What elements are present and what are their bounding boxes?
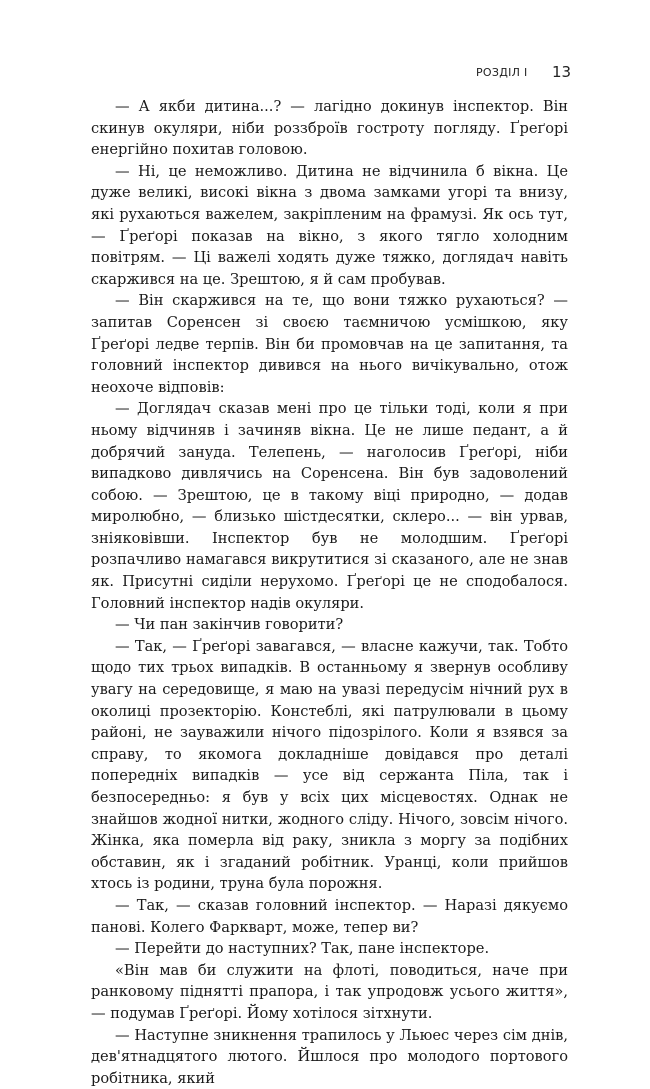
body-text	[91, 96, 568, 1089]
paragraph: — А якби дитина...? — лагідно докинув інспектор. Він скинув окуляри, ніби роззброїв гостроту погляду. Ґреґорі енергійно похитав головою.	[91, 98, 568, 159]
paragraph: — Він скаржився на те, що вони тяжко рухаються? — запитав Соренсен зі своєю таємничою усмішкою, яку Ґреґорі ледве терпів. Він би промовчав на це запитання, та головний інспектор дивився на нього вичікувально, отож неохоче відповів:	[91, 292, 568, 396]
running-head: РОЗДІЛ І	[476, 66, 528, 79]
paragraph: — Ні, це неможливо. Дитина не відчинила б вікна. Це дуже великі, високі вікна з двома замками угорі та внизу, які рухаються важелем, закріпленим на фрамузі. Як ось тут, — Ґреґорі показав на вікно, з якого тягло холодним повітрям. — Ці важелі ходять дуже тяжко, доглядач навіть скаржився на це. Зрештою, я й сам пробував.	[91, 162, 568, 288]
paragraph: — Так, — Ґреґорі завагався, — власне кажучи, так. Тобто щодо тих трьох випадків. В останньому я звернув особливу увагу на середовище, я маю на увазі передусім нічний рух в околиці прозекторію. Констеблі, які патрулювали в цьому районі, не зауважили нічого підозрілого. Коли я взявся за справу, то якомога докладніше довідався про деталі попередніх випадків — усе від сержанта Піла, так і безпосередньо: я був у всіх цих місцевостях. Однак не знайшов жодної нитки, жодного сліду. Нічого, зовсім нічого. Жінка, яка померла від раку, зникла з моргу за подібних обставин, як і згаданий робітник. Уранці, коли прийшов хтось із родини, труна була порожня.	[91, 637, 568, 893]
paragraph: «Він мав би служити на флоті, поводиться, наче при ранковому піднятті прапора, і так упродовж усього життя», — подумав Ґреґорі. Йому хотілося зітхнути.	[91, 961, 568, 1022]
paragraph: — Наступне зникнення трапилось у Льюес через сім днів, дев'ятнадцятого лютого. Йшлося про молодого портового робітника, який	[91, 1026, 568, 1087]
paragraph: — Доглядач сказав мені про це тільки тоді, коли я при ньому відчиняв і зачиняв вікна. Це не лише педант, а й добрячий зануда. Телепень, — наголосив Ґреґорі, ніби випадково дивлячись на Соренсена. Він був задоволений собою. — Зрештою, це в такому віці природно, — додав миролюбно, — близько шістдесятки, склеро... — він урвав, зніяковівши. Інспектор був не молодшим. Ґреґорі розпачливо намагався викрутитися зі сказаного, але не знав як. Присутні сиділи нерухомо. Ґреґорі це не сподобалося. Головний інспектор надів окуляри.	[91, 400, 568, 612]
page-number: 13	[552, 63, 572, 81]
paragraph: — Так, — сказав головний інспектор. — Наразі дякуємо панові. Колего Фаркварт, може, тепер ви?	[91, 896, 568, 936]
paragraph: — Чи пан закінчив говорити?	[115, 616, 344, 634]
paragraph: — Перейти до наступних? Так, пане інспекторе.	[115, 940, 490, 958]
